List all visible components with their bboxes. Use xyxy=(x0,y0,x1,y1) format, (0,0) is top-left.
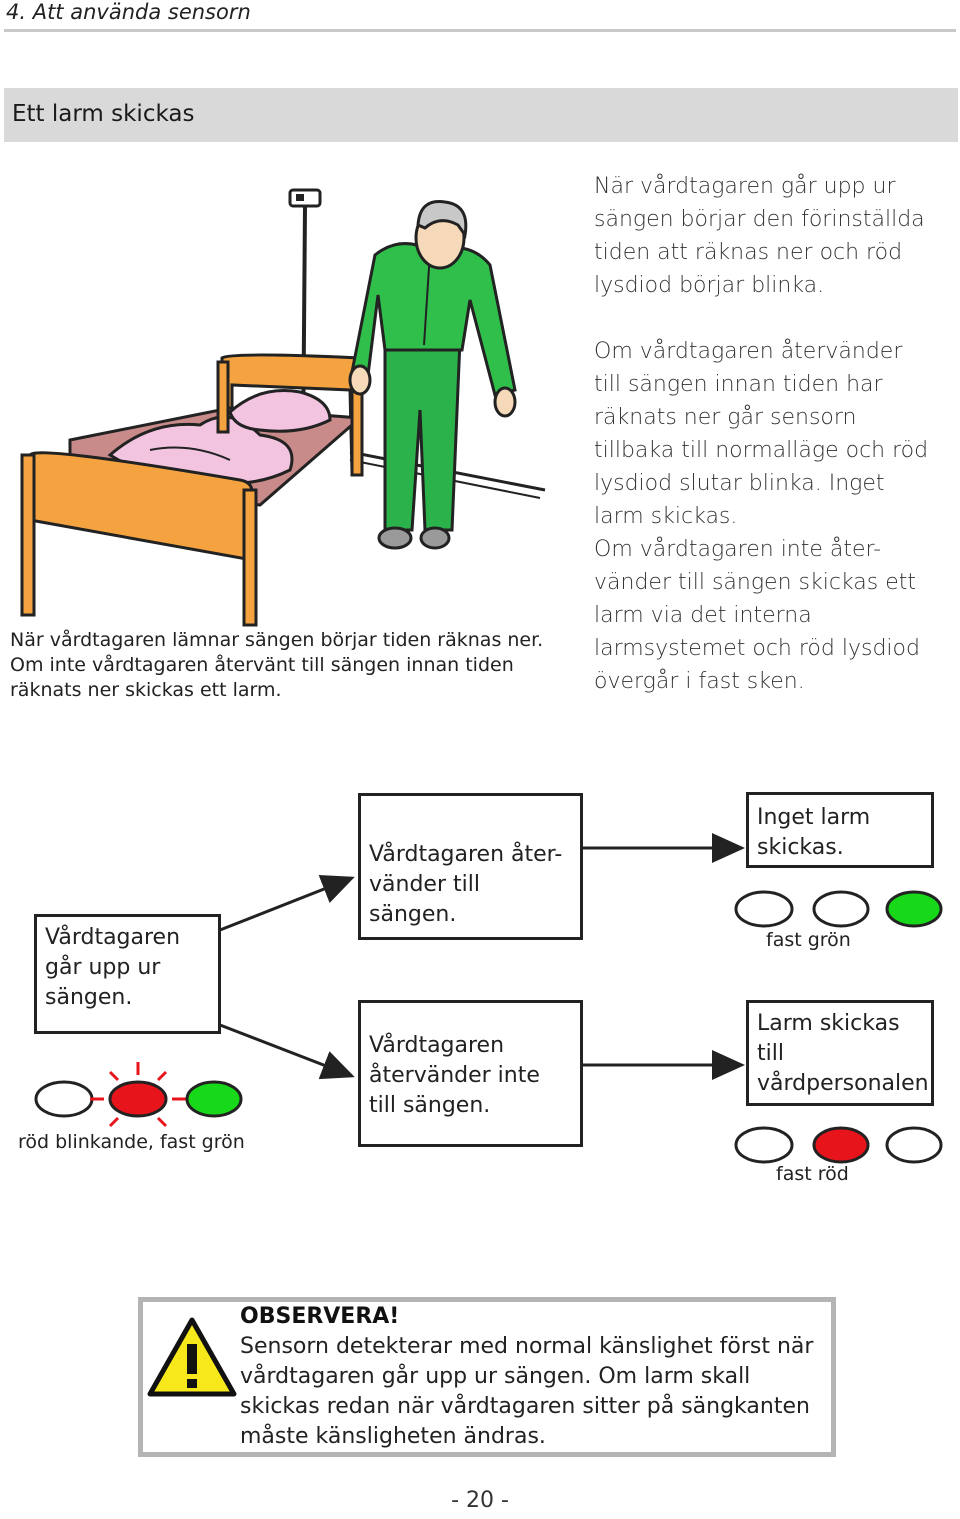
warning-icon xyxy=(146,1316,238,1398)
flow-box-returns: Vårdtagaren åter-vänder till sängen. xyxy=(358,793,583,940)
header-divider xyxy=(4,29,956,32)
led-label-alarm: fast röd xyxy=(776,1163,849,1185)
flow-box-no-alarm: Inget larm skickas. xyxy=(746,792,934,868)
led-label-start: röd blinkande, fast grön xyxy=(18,1131,245,1153)
chapter-heading: 4. Att använda sensorn xyxy=(6,0,251,24)
led-off-icon xyxy=(736,892,792,926)
led-row-no-alarm xyxy=(730,888,945,934)
led-off-icon xyxy=(887,1128,941,1162)
paragraph-return: Om vårdtagaren återvänder till sängen innan tiden har räknats ner går sensorn tillbaka till normalläge och röd lysdiod slutar blinka. Inget larm skickas. xyxy=(594,339,929,529)
led-off-icon xyxy=(736,1128,792,1162)
led-green-icon xyxy=(187,1082,241,1116)
paragraph-countdown: När vårdtagaren går upp ur sängen börjar den förinställda tiden att räknas ner och röd lysdiod börjar blinka. xyxy=(594,174,925,298)
led-off-icon xyxy=(36,1082,92,1116)
note-title: OBSERVERA! xyxy=(240,1304,400,1329)
bed-and-person-illustration xyxy=(0,180,580,630)
note-text: Sensorn detekterar med normal känslighet först när vårdtagaren går upp ur sängen. Om larm skall skickas redan när vårdtagaren sitter på sängkanten måste känsligheten ändras. xyxy=(240,1334,814,1449)
illustration-caption: När vårdtagaren lämnar sängen börjar tiden räknas ner. Om inte vårdtagaren återvänt till sängen innan tiden räknats ner skickas ett larm. xyxy=(10,629,544,701)
flow-box-start: Vårdtagaren går upp ur sängen. xyxy=(34,914,221,1034)
led-row-start xyxy=(30,1058,245,1138)
paragraph-alarm: Om vårdtagaren inte åter-vänder till sängen skickas ett larm via det interna larmsystemet och röd lysdiod övergår i fast sken. xyxy=(594,537,920,694)
led-green-icon xyxy=(887,892,941,926)
led-off-icon xyxy=(814,892,868,926)
page-number: - 20 - xyxy=(451,1488,509,1513)
led-red-icon xyxy=(814,1128,868,1162)
flow-box-not-returns: Vårdtagaren återvänder inte till sängen. xyxy=(358,1000,583,1147)
section-title: Ett larm skickas xyxy=(12,101,195,127)
person-trousers xyxy=(385,340,460,530)
sensor-device-icon xyxy=(290,190,320,206)
led-red-blinking-icon xyxy=(110,1082,166,1116)
arrow-to-returns xyxy=(220,878,352,930)
flow-box-alarm: Larm skickas till vårdpersonalen. xyxy=(746,1000,934,1106)
led-label-no-alarm: fast grön xyxy=(766,929,851,951)
